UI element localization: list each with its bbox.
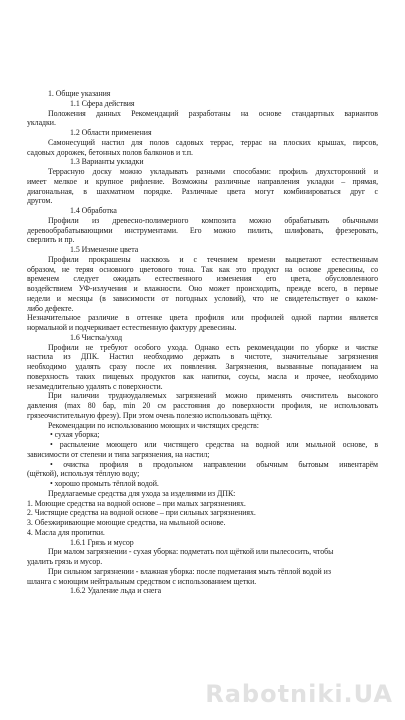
text-line: Рекомендации по использованию моющих и чистящих средств:: [48, 420, 259, 430]
text-line: укладки.: [27, 118, 56, 128]
text-line: 4. Масла для пропитки.: [27, 527, 105, 537]
text-line: • сухая уборка;: [50, 430, 100, 440]
text-line: зависимости от степени и типа загрязнения, на настил;: [27, 449, 210, 459]
section-heading: 1.6.2 Удаление льда и снега: [70, 586, 162, 596]
section-heading: 1.1 Сфера действия: [70, 98, 135, 108]
section-heading: 1.3 Варианты укладки: [70, 157, 144, 167]
text-line: временем следует ожидать естественного изменения его цвета, обусловленного: [27, 274, 378, 284]
text-line: либо дефекте.: [27, 303, 74, 313]
text-line: нормальной и подчеркивает естественную фактуру древесины.: [27, 323, 237, 332]
text-line: 1. Моющие средства на водной основе – при малых загрязнениях.: [27, 498, 246, 508]
text-line: (щёткой), используя тёплую воду;: [27, 469, 140, 479]
text-line: При наличии трудноудаляемых загрязнений можно применять очиститель высокого: [48, 391, 378, 401]
section-heading: 1.4 Обработка: [70, 206, 117, 215]
text-line: Положения данных Рекомендаций разработаны на основе стандартных вариантов: [48, 108, 378, 118]
site-watermark: Rabotniki.UA: [205, 680, 393, 708]
text-line: Профили не требуют особого ухода. Однако есть рекомендации по уборке и чистке: [48, 342, 378, 352]
text-line: диагональная, в шахматном порядке. Различные цвета могут комбинироваться друг с: [27, 186, 378, 196]
text-line: Незначительное различие в оттенке цвета профиля или профилей одной партии является: [27, 313, 378, 323]
text-line: При сильном загрязнении - влажная уборка: после подметания мыть тёплой водой из: [48, 566, 331, 576]
text-line: деревообрабатывающими инструментами. Его можно пилить, шлифовать, фрезеровать,: [27, 225, 378, 235]
text-line: 3. Обезжиривающие моющие средства, на мыльной основе.: [27, 518, 226, 527]
text-line: шланга с моющим нейтральным средством с использованием щетки.: [27, 576, 257, 586]
text-line: Предлагаемые средства для ухода за изделиями из ДПК:: [48, 488, 236, 498]
section-heading: 1.6.1 Грязь и мусор: [70, 537, 134, 547]
text-line: При малом загрязнении - сухая уборка: подметать пол щёткой или пылесосить, чтобы: [48, 547, 334, 557]
text-line: поверхность таких пищевых продуктов как напитки, соусы, масла и прочее, необходимо: [27, 371, 378, 381]
text-line: недели и месяцы (в зависимости от погодных условий), что не свидетельствует о каком-: [27, 293, 378, 303]
text-line: Самонесущий настил для полов садовых террас, террас на плоских крышах, пирсов,: [48, 137, 378, 147]
text-line: Профили из древесно-полимерного композита можно обрабатывать обычными: [48, 215, 378, 225]
text-line: воздействием УФ-излучения и влажности. Оно может происходить, прежде всего, в первые: [27, 284, 378, 293]
text-line: удалить грязь и мусор.: [27, 557, 103, 566]
section-heading: 1.6 Чистка/уход: [70, 332, 123, 342]
text-line: давления (max 80 бар, min 20 см расстояния до поверхности профиля, не использовать: [27, 401, 378, 410]
section-heading: 1.5 Изменение цвета: [70, 245, 139, 254]
text-line: • очистка профиля в продольном направлении обычным бытовым инвентарём: [50, 459, 378, 469]
text-line: другом.: [27, 196, 53, 206]
section-heading: 1.2 Области применения: [70, 128, 152, 137]
text-line: садовых дорожек, бетонных полов балконов и т.п.: [27, 147, 193, 157]
text-line: настила из ДПК. Настил необходимо держать в чистоте, значительные загрязнения: [27, 352, 378, 362]
text-line: образом, не теряя основного цветового тона. Так как это продукт на основе древесины, со: [27, 264, 378, 274]
text-line: 2. Чистящие средства на водной основе – при сильных загрязнениях.: [27, 508, 256, 518]
text-line: незамедлительно удалять с поверхности.: [27, 381, 163, 391]
text-line: • хорошо промыть тёплой водой.: [50, 479, 159, 488]
text-line: Профили прокрашены насквозь и с течением времени выцветают естественным: [48, 254, 378, 264]
text-line: грязеочистительную фрезу). При этом очень полезно использовать щётку.: [27, 410, 273, 420]
text-line: • распыление моющего или чистящего средства на водной или мыльной основе, в: [50, 440, 378, 449]
text-line: сверлить и пр.: [27, 235, 75, 245]
section-heading: 1. Общие указания: [48, 89, 111, 98]
document-body: [27, 89, 378, 596]
text-line: Террасную доску можно укладывать разными способами: профиль двухсторонний и: [48, 167, 378, 176]
text-line: необходимо удалять сразу после их появления. Загрязнения, вызванные попаданием на: [27, 362, 378, 371]
text-line: имеет мелкое и крупное рифление. Возможны различные направления укладки – прямая,: [27, 176, 378, 186]
